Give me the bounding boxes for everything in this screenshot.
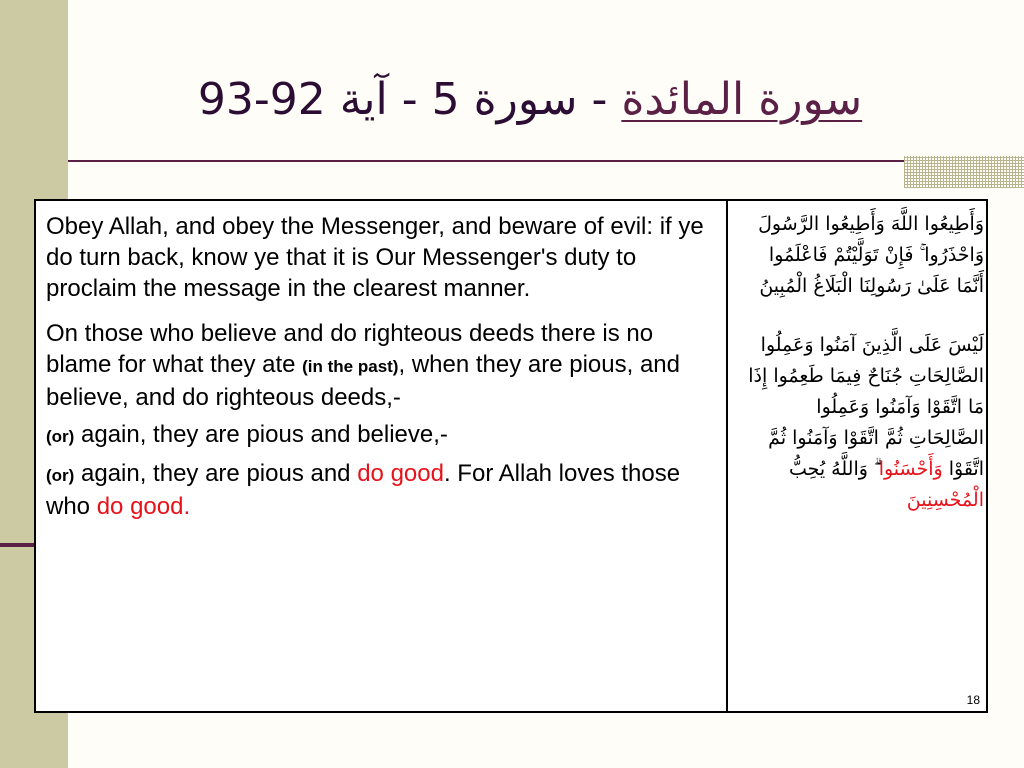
verse-93-arabic (736, 330, 984, 516)
or-label: (or) (46, 466, 75, 485)
for-allah-text: . For Allah loves those who (46, 460, 681, 520)
verse-93-arabic-mid: ۗ وَاللَّهُ يُحِبُّ (788, 458, 879, 480)
title-divider-pattern (904, 156, 1024, 188)
verse-93-again-1 (46, 419, 722, 452)
english-translation-column (46, 211, 722, 536)
or-label: (or) (46, 427, 75, 446)
in-the-past-note: (in the past) (302, 357, 399, 376)
do-good-highlight: do good (357, 460, 444, 487)
verse-93-english-part2: , when they are pious, and believe, and do righteous deeds,- (46, 351, 681, 411)
again-text-1: again, they are pious and believe,- (74, 421, 448, 448)
again-text-2: again, they are pious and (74, 460, 358, 487)
verse-93-arabic-main: لَيْسَ عَلَى الَّذِينَ آمَنُوا وَعَمِلُوا الصَّالِحَاتِ جُنَاحٌ فِيمَا طَعِمُوا إِذَا مَا اتَّقَوْا وَآمَنُوا وَعَمِلُوا الصَّالِحَاتِ ثُمَّ اتَّقَوْا وَآمَنُوا ثُمَّ اتَّقَوْا (748, 334, 984, 480)
verse-92-english: Obey Allah, and obey the Messenger, and beware of evil: if ye do turn back, know ye that it is Our Messenger's duty to proclaim the message in the clearest manner. (46, 213, 704, 302)
arabic-highlight: وَأَحْسَنُوا (878, 458, 943, 480)
arabic-text-column (736, 209, 984, 544)
column-divider (726, 201, 728, 711)
arabic-highlight: الْمُحْسِنِينَ (906, 489, 984, 511)
verse-92-arabic: وَأَطِيعُوا اللَّهَ وَأَطِيعُوا الرَّسُولَ وَاحْذَرُوا ۚ فَإِنْ تَوَلَّيْتُمْ فَاعْلَمُوا أَنَّمَا عَلَىٰ رَسُولِنَا الْبَلَاغُ الْمُبِينُ (758, 213, 984, 297)
verse-93-again-2 (46, 458, 722, 522)
do-good-highlight: do good. (96, 493, 191, 520)
verse-93-english-part1: On those who believe and do righteous deeds there is no blame for what they ate (46, 320, 654, 378)
title-verse-ref: - سورة 5 - آية 92-93 (197, 74, 622, 125)
sura-name-link[interactable]: سورة المائدة (621, 74, 863, 125)
verse-table (34, 199, 988, 713)
page-number: 18 (966, 693, 980, 707)
title-divider (68, 160, 904, 162)
slide-title (150, 60, 910, 140)
verse-93-english (46, 318, 722, 413)
